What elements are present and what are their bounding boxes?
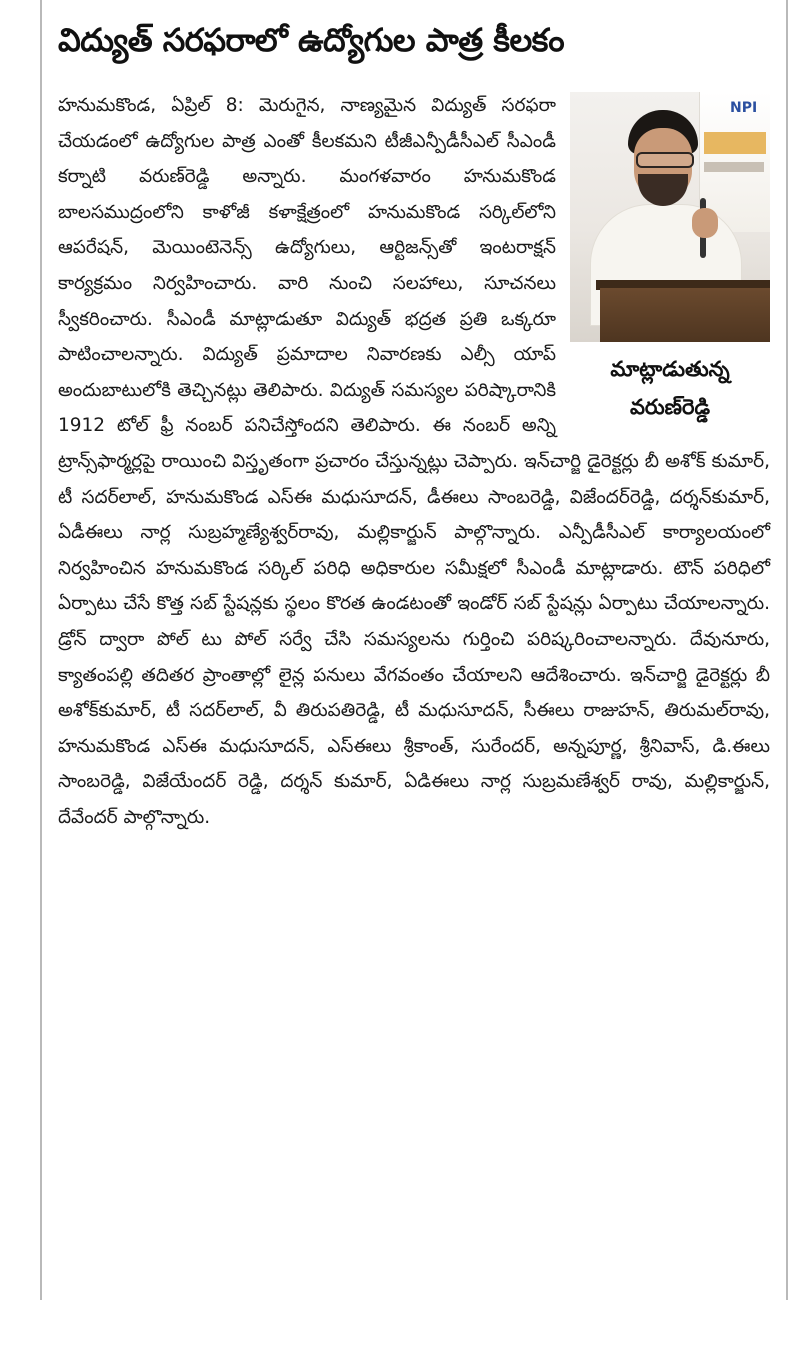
article-body-wrap bbox=[58, 88, 770, 835]
article-body-text: హనుమకొండ, ఏప్రిల్ 8: మెరుగైన, నాణ్యమైన విద్యుత్ సరఫరా చేయడంలో ఉద్యోగుల పాత్ర ఎంతో కీలకమని టీజీఎన్పీడీసీఎల్ సీఎండీ కర్నాటి వరుణ్‌రెడ్డి అన్నారు. మంగళవారం హనుమకొండ బాలసముద్రంలోని కాళోజీ కళాక్షేత్రంలో హనుమకొండ సర్కిల్‌లోని ఆపరేషన్, మెయింటెనెన్స్ ఉద్యోగులు, ఆర్టిజన్స్‌తో ఇంటరాక్షన్ కార్యక్రమం నిర్వహించారు. వారి నుంచి సలహాలు, సూచనలు స్వీకరించారు. సీఎండీ మాట్లాడుతూ విద్యుత్ భద్రత ప్రతి ఒక్కరూ పాటించాలన్నారు. విద్యుత్ ప్రమాదాల నివారణకు ఎల్సీ యాప్ అందుబాటులోకి తెచ్చినట్లు తెలిపారు. విద్యుత్ సమస్యల పరిష్కారానికి 1912 టోల్ ఫ్రీ నంబర్ పనిచేస్తోందని తెలిపారు. ఈ నంబర్ అన్ని ట్రాన్స్‌ఫార్మర్లపై రాయించి విస్తృతంగా ప్రచారం చేస్తున్నట్లు చెప్పారు. ఇన్‌చార్జి డైరెక్టర్లు బీ అశోక్ కుమార్, టీ సదర్‌లాల్, హనుమకొండ ఎస్ఈ మధుసూదన్, డీఈలు సాంబరెడ్డి, విజేందర్‌రెడ్డి, దర్శన్‌కుమార్, ఏడీఈలు నార్ల సుబ్రహ్మణ్యేశ్వర్‌రావు, మల్లికార్జున్ పాల్గొన్నారు. ఎన్పీడీసీఎల్ కార్యాలయంలో నిర్వహించిన హనుమకొండ సర్కిల్ పరిధి అధికారుల సమీక్షలో సీఎండీ మాట్లాడారు. టౌన్ పరిధిలో ఏర్పాటు చేసే కొత్త సబ్ స్టేషన్లకు స్థలం కొరత ఉండటంతో ఇండోర్ సబ్ స్టేషన్లు ఏర్పాటు చేయాలన్నారు. డ్రోన్ ద్వారా పోల్ టు పోల్ సర్వే చేసి సమస్యలను గుర్తించి పరిష్కరించాలన్నారు. దేవునూరు, క్యాతంపల్లి తదితర ప్రాంతాల్లో లైన్ల పనులు వేగవంతం చేయాలని ఆదేశించారు. ఇన్‌చార్జి డైరెక్టర్లు బీ అశోక్‌కుమార్, టీ సదర్‌లాల్, వీ తిరుపతిరెడ్డి, టీ మధుసూదన్, సీఈలు రాజుహన్, తిరుమల్‌రావు, హనుమకొండ ఎస్ఈ మధుసూదన్, ఎస్ఈలు శ్రీకాంత్, సురేందర్, అన్నపూర్ణ, శ్రీనివాస్, డి.ఈలు సాంబరెడ్డి, విజేయేందర్ రెడ్డి, దర్శన్ కుమార్, ఏడిఈలు నార్ల సుబ్రమణేశ్వర్ రావు, మల్లికార్జున్, దేవేందర్ పాల్గొన్నారు. bbox=[58, 95, 770, 828]
speaker-hand bbox=[692, 208, 718, 238]
caption-line-2: వరుణ్‌రెడ్డి bbox=[630, 395, 710, 419]
caption-line-1: మాట్లాడుతున్న bbox=[610, 357, 730, 381]
speaker-beard bbox=[638, 174, 688, 206]
right-column-rule bbox=[786, 0, 788, 1300]
article-headline: విద్యుత్ సరఫరాలో ఉద్యోగుల పాత్ర కీలకం bbox=[58, 21, 565, 59]
banner-logo: NPI bbox=[730, 100, 758, 116]
podium bbox=[600, 288, 770, 342]
left-column-rule bbox=[40, 0, 42, 1300]
banner-stripe bbox=[704, 132, 766, 154]
speaker-photo bbox=[570, 92, 770, 342]
news-article bbox=[58, 12, 770, 835]
photo-caption bbox=[570, 350, 770, 426]
banner-stripe-secondary bbox=[704, 162, 764, 172]
article-photo-figure bbox=[570, 92, 770, 426]
speaker-glasses bbox=[636, 152, 694, 168]
